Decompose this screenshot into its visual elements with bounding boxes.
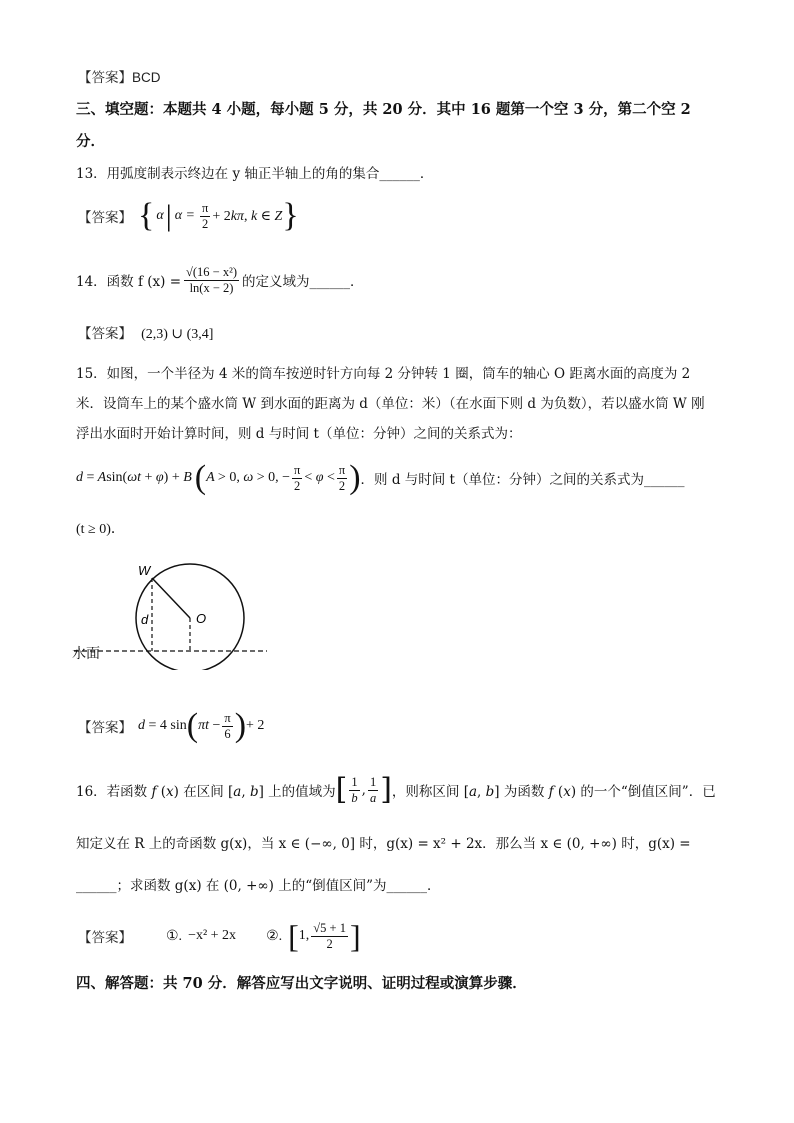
question-14: [76, 258, 364, 302]
answer-q14: [78, 322, 213, 343]
question-16-line2: 知定义在 R 上的奇函数 g(x)，当 x ∈ (−∞, 0] 时，g(x) = x² + 2x．那么当 x ∈ (0, +∞) 时，g(x) =: [76, 836, 691, 852]
section3-heading-line2: 分．: [76, 133, 105, 150]
question-15-formula-tail: ．则 d 与时间 t（单位：分钟）之间的关系式为______: [360, 472, 685, 488]
answer-tag: 【答案】: [78, 326, 132, 341]
section4-heading: 四、解答题：共 70 分．解答应写出文字说明、证明过程或演算步骤．: [76, 975, 527, 992]
answer-tag: 【答案】: [78, 210, 132, 225]
question-15-formula: d = Asin(ωt + φ) + B ( A > 0, ω > 0, − $\frac{\pi}{2}$ < φ < $\frac{\pi}{2}$ ): [76, 459, 361, 496]
answer-q16: [78, 914, 361, 958]
answer-tag: 【答案】: [78, 70, 132, 85]
question-15-line1: 15．如图，一个半径为 4 米的筒车按逆时针方向每 2 分钟转 1 圈，筒车的轴心 O 距离水面的高度为 2: [76, 366, 691, 382]
radius-line: [152, 578, 190, 618]
question-15-formula-line: [76, 456, 684, 500]
label-d: d: [141, 612, 149, 627]
question-14-fraction: $\frac{\text{√(16 − x²)}}{\ln(x - 2)}$: [186, 265, 237, 295]
answer-q16-marker2: ②.: [266, 928, 283, 944]
section3-heading-line1: 三、填空题：本题共 4 小题，每小题 5 分，共 20 分．其中 16 题第一个空 3 分，第二个空 2: [76, 101, 691, 118]
answer-q12-value: BCD: [132, 70, 161, 85]
label-water-surface: 水面: [72, 645, 100, 661]
answer-q14-value: (2,3) ∪ (3,4]: [141, 327, 214, 342]
answer-tag: 【答案】: [78, 930, 132, 945]
question-14-prefix: 14．函数 f (x) =: [76, 274, 182, 290]
answer-q16-marker1: ①.: [166, 928, 183, 944]
answer-q15-formula: d = 4 sin ( πt − $\frac{\pi}{6}$ ) + 2: [138, 707, 265, 744]
answer-q13: [78, 196, 299, 236]
answer-q13-formula: { α | α = $\frac{\pi}{2}$ + 2kπ, k ∈ Z }: [138, 197, 299, 234]
question-15-line2: 米．设筒车上的某个盛水筒 W 到水面的距离为 d（单位：米）（在水面下则 d 为负数），若以盛水筒 W 刚: [76, 396, 705, 412]
answer-tag: 【答案】: [78, 720, 132, 735]
answer-q16-part2-formula: [ 1, $\frac{√5 + 1}{2}$ ]: [288, 918, 361, 954]
question-14-suffix: 的定义域为______．: [242, 274, 364, 290]
label-O: O: [196, 611, 207, 626]
label-W: W: [138, 563, 151, 578]
waterwheel-figure: [72, 560, 282, 670]
question-15-line3: 浮出水面时开始计算时间，则 d 与时间 t（单位：分钟）之间的关系式为：: [76, 426, 522, 442]
question-16-line1: 16．若函数 f (x) 在区间 [a, b] 上的值域为 [ $\frac{1}{b}$ , $\frac{1}{a}$ ] ，则称区间 [a, b] 为函数 f (x) 的一个“倒值区间”．已: [76, 772, 716, 807]
question-15-condition: (t ≥ 0)．: [76, 522, 125, 537]
question-13: 13．用弧度制表示终边在 y 轴正半轴上的角的集合______．: [76, 166, 434, 182]
answer-q15: [78, 704, 264, 748]
question-16-line3: ______；求函数 g(x) 在 (0, +∞) 上的“倒值区间”为______．: [76, 878, 441, 894]
answer-q16-part1: −x² + 2x: [188, 928, 237, 943]
answer-q12: [78, 66, 161, 86]
